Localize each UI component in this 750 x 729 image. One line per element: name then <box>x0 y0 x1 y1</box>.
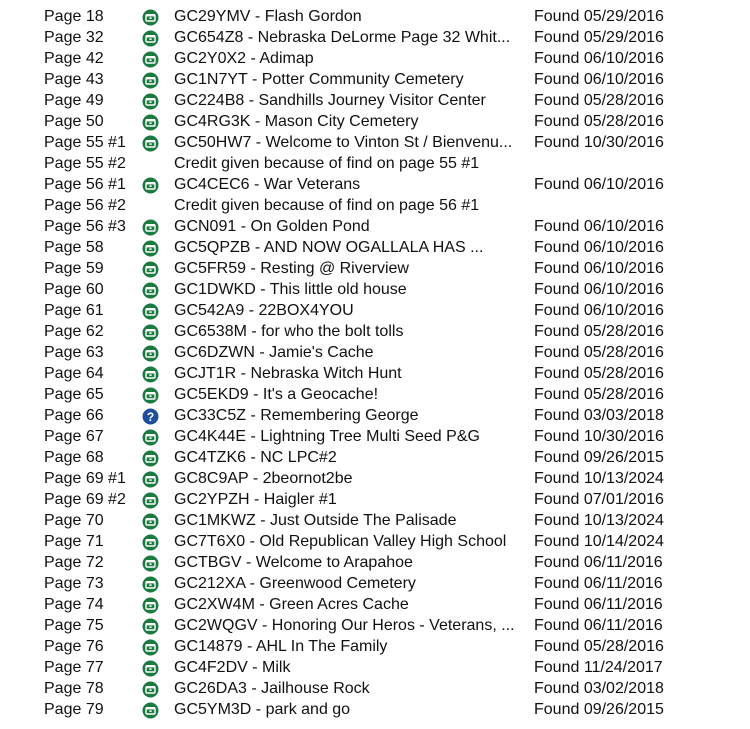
list-item <box>0 636 750 657</box>
traditional-cache-icon <box>142 345 159 362</box>
page-number: Page 76 <box>44 638 104 655</box>
list-item <box>0 678 750 699</box>
cache-link[interactable]: GC4F2DV - Milk <box>174 659 291 676</box>
traditional-cache-icon <box>142 324 159 341</box>
cache-link[interactable]: GC654Z8 - Nebraska DeLorme Page 32 Whit... <box>174 29 511 46</box>
list-item <box>0 27 750 48</box>
page-number: Page 62 <box>44 323 104 340</box>
list-item <box>0 300 750 321</box>
cache-link[interactable]: GC50HW7 - Welcome to Vinton St / Bienvenu... <box>174 134 513 151</box>
found-status: Found 09/26/2015 <box>534 701 664 718</box>
list-item <box>0 69 750 90</box>
page-number: Page 74 <box>44 596 104 613</box>
list-item <box>0 195 750 216</box>
cache-link[interactable]: GC5EKD9 - It's a Geocache! <box>174 386 379 403</box>
list-item <box>0 174 750 195</box>
found-status: Found 05/29/2016 <box>534 29 664 46</box>
cache-link[interactable]: GC212XA - Greenwood Cemetery <box>174 575 416 592</box>
page-number: Page 71 <box>44 533 104 550</box>
traditional-cache-icon <box>142 303 159 320</box>
cache-link[interactable]: GC26DA3 - Jailhouse Rock <box>174 680 370 697</box>
list-item <box>0 489 750 510</box>
traditional-cache-icon <box>142 450 159 467</box>
page-number: Page 65 <box>44 386 104 403</box>
found-status: Found 06/10/2016 <box>534 260 664 277</box>
traditional-cache-icon <box>142 30 159 47</box>
found-status: Found 05/28/2016 <box>534 113 664 130</box>
cache-link[interactable]: GCTBGV - Welcome to Arapahoe <box>174 554 413 571</box>
cache-link[interactable]: GC33C5Z - Remembering George <box>174 407 419 424</box>
traditional-cache-icon <box>142 9 159 26</box>
list-item <box>0 594 750 615</box>
found-status: Found 06/10/2016 <box>534 218 664 235</box>
traditional-cache-icon <box>142 513 159 530</box>
traditional-cache-icon <box>142 366 159 383</box>
page-number: Page 50 <box>44 113 104 130</box>
cache-link[interactable]: GC2YPZH - Haigler #1 <box>174 491 337 508</box>
found-status: Found 05/28/2016 <box>534 386 664 403</box>
found-status: Found 06/10/2016 <box>534 239 664 256</box>
found-status: Found 10/30/2016 <box>534 134 664 151</box>
list-item <box>0 510 750 531</box>
cache-link[interactable]: GC14879 - AHL In The Family <box>174 638 388 655</box>
found-status: Found 06/10/2016 <box>534 71 664 88</box>
page-number: Page 55 #2 <box>44 155 126 172</box>
found-status: Found 05/29/2016 <box>534 8 664 25</box>
list-item <box>0 384 750 405</box>
page-number: Page 58 <box>44 239 104 256</box>
cache-link[interactable]: GC4TZK6 - NC LPC#2 <box>174 449 337 466</box>
list-item <box>0 237 750 258</box>
found-status: Found 06/10/2016 <box>534 302 664 319</box>
page-number: Page 75 <box>44 617 104 634</box>
page-number: Page 69 #1 <box>44 470 126 487</box>
page-number: Page 18 <box>44 8 104 25</box>
traditional-cache-icon <box>142 492 159 509</box>
list-item <box>0 342 750 363</box>
page-number: Page 78 <box>44 680 104 697</box>
page-number: Page 66 <box>44 407 104 424</box>
list-item <box>0 90 750 111</box>
cache-link[interactable]: GC29YMV - Flash Gordon <box>174 8 362 25</box>
found-status: Found 06/11/2016 <box>534 575 663 592</box>
found-status: Found 05/28/2016 <box>534 323 664 340</box>
credit-note: Credit given because of find on page 55 #1 <box>174 155 480 172</box>
svg-text:?: ? <box>146 409 155 424</box>
traditional-cache-icon <box>142 597 159 614</box>
page-number: Page 67 <box>44 428 104 445</box>
traditional-cache-icon <box>142 177 159 194</box>
traditional-cache-icon <box>142 240 159 257</box>
cache-link[interactable]: GC6538M - for who the bolt tolls <box>174 323 404 340</box>
found-status: Found 10/13/2024 <box>534 512 664 529</box>
page-number: Page 56 #1 <box>44 176 126 193</box>
found-status: Found 11/24/2017 <box>534 659 663 676</box>
page-number: Page 77 <box>44 659 104 676</box>
page-number: Page 79 <box>44 701 104 718</box>
traditional-cache-icon <box>142 702 159 719</box>
cache-link[interactable]: GC5QPZB - AND NOW OGALLALA HAS ... <box>174 239 484 256</box>
cache-list <box>0 6 750 720</box>
found-status: Found 05/28/2016 <box>534 92 664 109</box>
list-item <box>0 657 750 678</box>
list-item <box>0 531 750 552</box>
found-status: Found 06/10/2016 <box>534 281 664 298</box>
page-number: Page 69 #2 <box>44 491 126 508</box>
traditional-cache-icon <box>142 618 159 635</box>
traditional-cache-icon <box>142 261 159 278</box>
credit-note: Credit given because of find on page 56 #1 <box>174 197 480 214</box>
traditional-cache-icon <box>142 387 159 404</box>
page-number: Page 70 <box>44 512 104 529</box>
page-number: Page 32 <box>44 29 104 46</box>
page-number: Page 61 <box>44 302 104 319</box>
page-number: Page 72 <box>44 554 104 571</box>
page-number: Page 64 <box>44 365 104 382</box>
page-number: Page 59 <box>44 260 104 277</box>
cache-link[interactable]: GC2XW4M - Green Acres Cache <box>174 596 409 613</box>
traditional-cache-icon <box>142 135 159 152</box>
list-item <box>0 132 750 153</box>
traditional-cache-icon <box>142 219 159 236</box>
list-item <box>0 468 750 489</box>
list-item <box>0 447 750 468</box>
found-status: Found 06/10/2016 <box>534 50 664 67</box>
traditional-cache-icon <box>142 555 159 572</box>
list-item <box>0 258 750 279</box>
cache-link[interactable]: GC4RG3K - Mason City Cemetery <box>174 113 419 130</box>
mystery-cache-icon <box>142 408 159 425</box>
found-status: Found 10/30/2016 <box>534 428 664 445</box>
page-number: Page 56 #3 <box>44 218 126 235</box>
cache-link[interactable]: GC224B8 - Sandhills Journey Visitor Center <box>174 92 486 109</box>
cache-link[interactable]: GC1N7YT - Potter Community Cemetery <box>174 71 464 88</box>
cache-link[interactable]: GC2Y0X2 - Adimap <box>174 50 314 67</box>
page-number: Page 60 <box>44 281 104 298</box>
cache-link[interactable]: GC1DWKD - This little old house <box>174 281 407 298</box>
cache-link[interactable]: GC1MKWZ - Just Outside The Palisade <box>174 512 457 529</box>
cache-link[interactable]: GC4K44E - Lightning Tree Multi Seed P&G <box>174 428 480 445</box>
traditional-cache-icon <box>142 660 159 677</box>
list-item <box>0 426 750 447</box>
found-status: Found 09/26/2015 <box>534 449 664 466</box>
page-number: Page 73 <box>44 575 104 592</box>
page-number: Page 42 <box>44 50 104 67</box>
list-item <box>0 405 750 426</box>
found-status: Found 07/01/2016 <box>534 491 664 508</box>
traditional-cache-icon <box>142 429 159 446</box>
found-status: Found 05/28/2016 <box>534 638 664 655</box>
page-number: Page 56 #2 <box>44 197 126 214</box>
cache-link[interactable]: GC2WQGV - Honoring Our Heros - Veterans, ... <box>174 617 515 634</box>
cache-link[interactable]: GC5YM3D - park and go <box>174 701 351 718</box>
traditional-cache-icon <box>142 681 159 698</box>
traditional-cache-icon <box>142 639 159 656</box>
page-number: Page 49 <box>44 92 104 109</box>
found-status: Found 06/11/2016 <box>534 596 663 613</box>
list-item <box>0 216 750 237</box>
found-status: Found 05/28/2016 <box>534 344 664 361</box>
list-item <box>0 363 750 384</box>
list-item <box>0 615 750 636</box>
page-number: Page 55 #1 <box>44 134 126 151</box>
found-status: Found 06/11/2016 <box>534 554 663 571</box>
found-status: Found 10/13/2024 <box>534 470 664 487</box>
list-item <box>0 699 750 720</box>
page-number: Page 43 <box>44 71 104 88</box>
page-number: Page 63 <box>44 344 104 361</box>
cache-link[interactable]: GC7T6X0 - Old Republican Valley High School <box>174 533 507 550</box>
found-status: Found 03/02/2018 <box>534 680 664 697</box>
found-status: Found 06/10/2016 <box>534 176 664 193</box>
cache-link[interactable]: GC8C9AP - 2beornot2be <box>174 470 353 487</box>
list-item <box>0 573 750 594</box>
found-status: Found 03/03/2018 <box>534 407 664 424</box>
traditional-cache-icon <box>142 471 159 488</box>
cache-link[interactable]: GCJT1R - Nebraska Witch Hunt <box>174 365 402 382</box>
cache-link[interactable]: GC4CEC6 - War Veterans <box>174 176 361 193</box>
list-item <box>0 48 750 69</box>
traditional-cache-icon <box>142 51 159 68</box>
traditional-cache-icon <box>142 114 159 131</box>
cache-link[interactable]: GC6DZWN - Jamie's Cache <box>174 344 374 361</box>
traditional-cache-icon <box>142 93 159 110</box>
list-item <box>0 321 750 342</box>
list-item <box>0 6 750 27</box>
list-item <box>0 153 750 174</box>
traditional-cache-icon <box>142 282 159 299</box>
cache-link[interactable]: GC5FR59 - Resting @ Riverview <box>174 260 409 277</box>
found-status: Found 05/28/2016 <box>534 365 664 382</box>
page-number: Page 68 <box>44 449 104 466</box>
found-status: Found 10/14/2024 <box>534 533 664 550</box>
traditional-cache-icon <box>142 534 159 551</box>
found-status: Found 06/11/2016 <box>534 617 663 634</box>
list-item <box>0 279 750 300</box>
cache-link[interactable]: GC542A9 - 22BOX4YOU <box>174 302 354 319</box>
traditional-cache-icon <box>142 576 159 593</box>
cache-link[interactable]: GCN091 - On Golden Pond <box>174 218 370 235</box>
traditional-cache-icon <box>142 72 159 89</box>
list-item <box>0 111 750 132</box>
list-item <box>0 552 750 573</box>
